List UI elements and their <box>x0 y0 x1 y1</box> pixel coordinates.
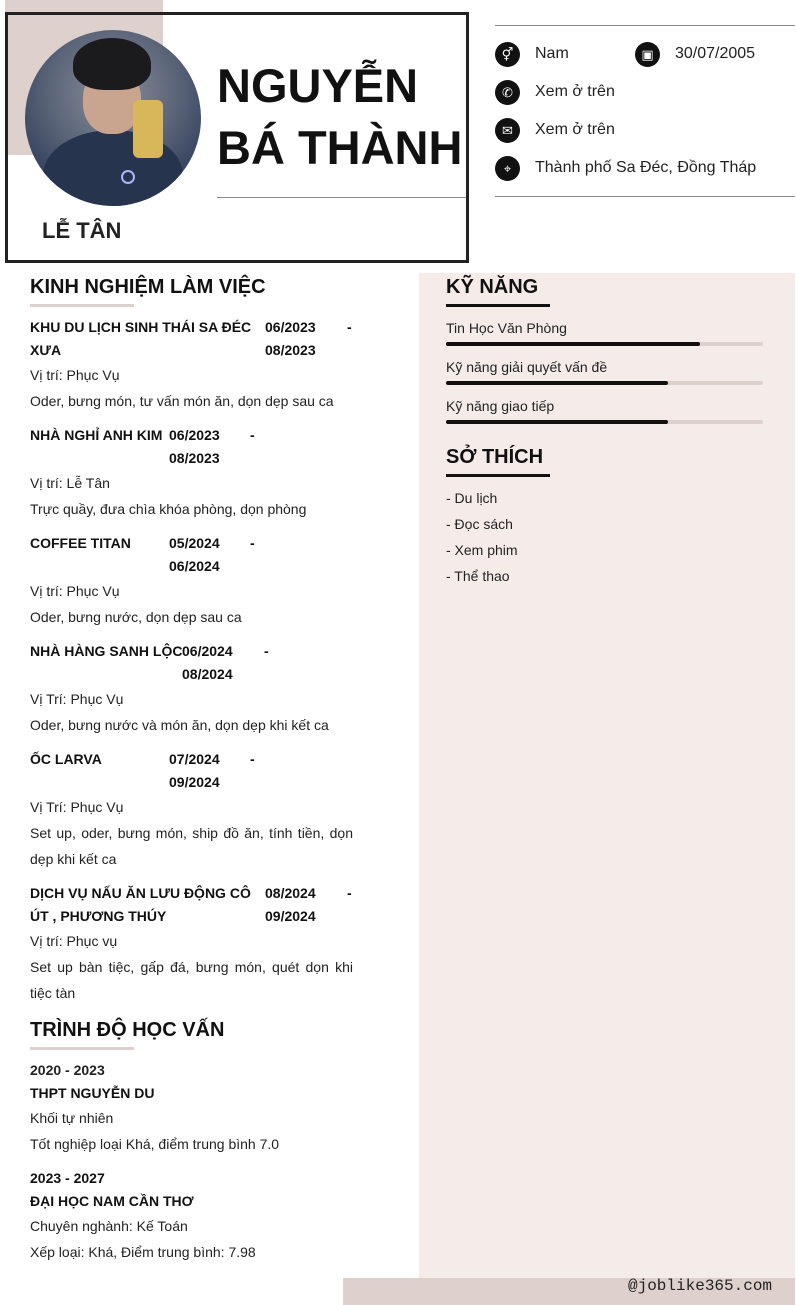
experience-to: 08/2024 <box>182 666 233 682</box>
experience-item <box>30 882 353 928</box>
experience-company: NHÀ HÀNG SANH LỘC <box>30 643 183 659</box>
experience-dash: - <box>250 751 255 767</box>
experience-from: 06/2023 <box>169 427 220 443</box>
education-years: 2020 - 2023 <box>30 1062 105 1078</box>
skill-bar-fill <box>446 342 700 346</box>
experience-company: NHÀ NGHỈ ANH KIM <box>30 427 163 443</box>
address-value: Thành phố Sa Đéc, Đồng Tháp <box>535 159 757 176</box>
gender-value: Nam <box>535 45 569 62</box>
experience-company: DỊCH VỤ NẤU ĂN LƯU ĐỘNG CÔ ÚT , PHƯƠNG THÚY <box>30 885 251 924</box>
experience-position: Vị Trí: Phục Vụ <box>30 691 124 707</box>
hobby-item: - Xem phim <box>446 542 518 558</box>
experience-item <box>30 424 353 470</box>
email-value: Xem ở trên <box>535 121 615 138</box>
hobby-item: - Du lịch <box>446 490 498 506</box>
experience-company: KHU DU LỊCH SINH THÁI SA ĐÉC XƯA <box>30 319 252 358</box>
experience-description: Oder, bưng nước, dọn dẹp sau ca <box>30 609 242 625</box>
experience-from: 05/2024 <box>169 535 220 551</box>
experience-description: Set up, oder, bưng món, ship đồ ăn, tính tiền, dọn dẹp khi kết ca <box>30 825 353 867</box>
calendar-icon: ▣ <box>635 42 660 67</box>
education-detail: Tốt nghiệp loại Khá, điểm trung bình 7.0 <box>30 1136 280 1152</box>
name-divider <box>217 197 466 198</box>
education-detail: Chuyên nghành: Kế Toán <box>30 1218 188 1234</box>
experience-position: Vị trí: Phục Vụ <box>30 583 120 599</box>
experience-description: Trực quầy, đưa chìa khóa phòng, dọn phòng <box>30 501 307 517</box>
skill-label: Kỹ năng giao tiếp <box>446 398 555 414</box>
experience-item <box>30 748 353 794</box>
education-detail: Xếp loại: Khá, Điểm trung bình: 7.98 <box>30 1244 256 1260</box>
gender-icon: ⚥ <box>495 42 520 67</box>
experience-description: Set up bàn tiệc, gấp đá, bưng món, quét dọn khi tiệc tàn <box>30 959 353 1001</box>
experience-dash: - <box>250 427 255 443</box>
email-icon: ✉ <box>495 118 520 143</box>
skill-bar <box>446 381 763 385</box>
candidate-name <box>217 55 467 179</box>
skill-label: Tin Học Văn Phòng <box>446 320 567 336</box>
hobby-item: - Đọc sách <box>446 516 513 532</box>
experience-to: 06/2024 <box>169 558 220 574</box>
education-title: TRÌNH ĐỘ HỌC VẤN <box>30 1019 225 1041</box>
location-icon: ⌖ <box>495 156 520 181</box>
name-line-1: NGUYỄN <box>217 59 419 112</box>
skills-underline <box>446 304 550 307</box>
experience-to: 08/2023 <box>169 450 220 466</box>
experience-description: Oder, bưng nước và món ăn, dọn dẹp khi kết ca <box>30 717 329 733</box>
experience-position: Vị Trí: Phục Vụ <box>30 799 124 815</box>
experience-from: 06/2024 <box>182 643 233 659</box>
phone-value: Xem ở trên <box>535 83 615 100</box>
experience-from: 06/2023 <box>265 319 316 335</box>
job-title: LỄ TÂN <box>42 218 122 243</box>
experience-to: 09/2024 <box>169 774 220 790</box>
education-underline <box>30 1047 134 1050</box>
experience-from: 08/2024 <box>265 885 316 901</box>
skills-title: KỸ NĂNG <box>446 276 539 298</box>
skill-bar <box>446 420 763 424</box>
experience-item <box>30 640 353 686</box>
avatar <box>25 30 201 206</box>
birthday-value: 30/07/2005 <box>675 45 756 62</box>
education-years: 2023 - 2027 <box>30 1170 105 1186</box>
education-detail: Khối tự nhiên <box>30 1110 114 1126</box>
experience-item <box>30 316 353 362</box>
experience-underline <box>30 304 134 307</box>
education-school: ĐẠI HỌC NAM CẦN THƠ <box>30 1193 194 1209</box>
hobbies-underline <box>446 474 550 477</box>
experience-company: COFFEE TITAN <box>30 535 131 551</box>
experience-dash: - <box>347 885 352 901</box>
experience-from: 07/2024 <box>169 751 220 767</box>
hobbies-title: SỞ THÍCH <box>446 446 544 468</box>
experience-position: Vị trí: Phục Vụ <box>30 367 120 383</box>
skill-label: Kỹ năng giải quyết vấn đề <box>446 359 608 375</box>
education-school: THPT NGUYỄN DU <box>30 1085 155 1101</box>
phone-icon: ✆ <box>495 80 520 105</box>
name-line-2: BÁ THÀNH <box>217 121 463 174</box>
contact-divider-bottom <box>495 196 795 197</box>
experience-position: Vị trí: Phục vụ <box>30 933 118 949</box>
experience-title: KINH NGHIỆM LÀM VIỆC <box>30 276 266 298</box>
skill-bar-fill <box>446 381 668 385</box>
hobby-item: - Thể thao <box>446 568 510 584</box>
experience-dash: - <box>250 535 255 551</box>
experience-company: ỐC LARVA <box>30 751 102 767</box>
experience-description: Oder, bưng món, tư vấn món ăn, dọn dẹp sau ca <box>30 393 334 409</box>
experience-dash: - <box>264 643 269 659</box>
experience-item <box>30 532 353 578</box>
skill-bar-fill <box>446 420 668 424</box>
footer-watermark: @joblike365.com <box>628 1277 773 1295</box>
experience-dash: - <box>347 319 352 335</box>
experience-position: Vị trí: Lễ Tân <box>30 475 110 491</box>
experience-to: 08/2023 <box>265 342 316 358</box>
skill-bar <box>446 342 763 346</box>
contact-divider-top <box>495 25 795 26</box>
experience-to: 09/2024 <box>265 908 316 924</box>
